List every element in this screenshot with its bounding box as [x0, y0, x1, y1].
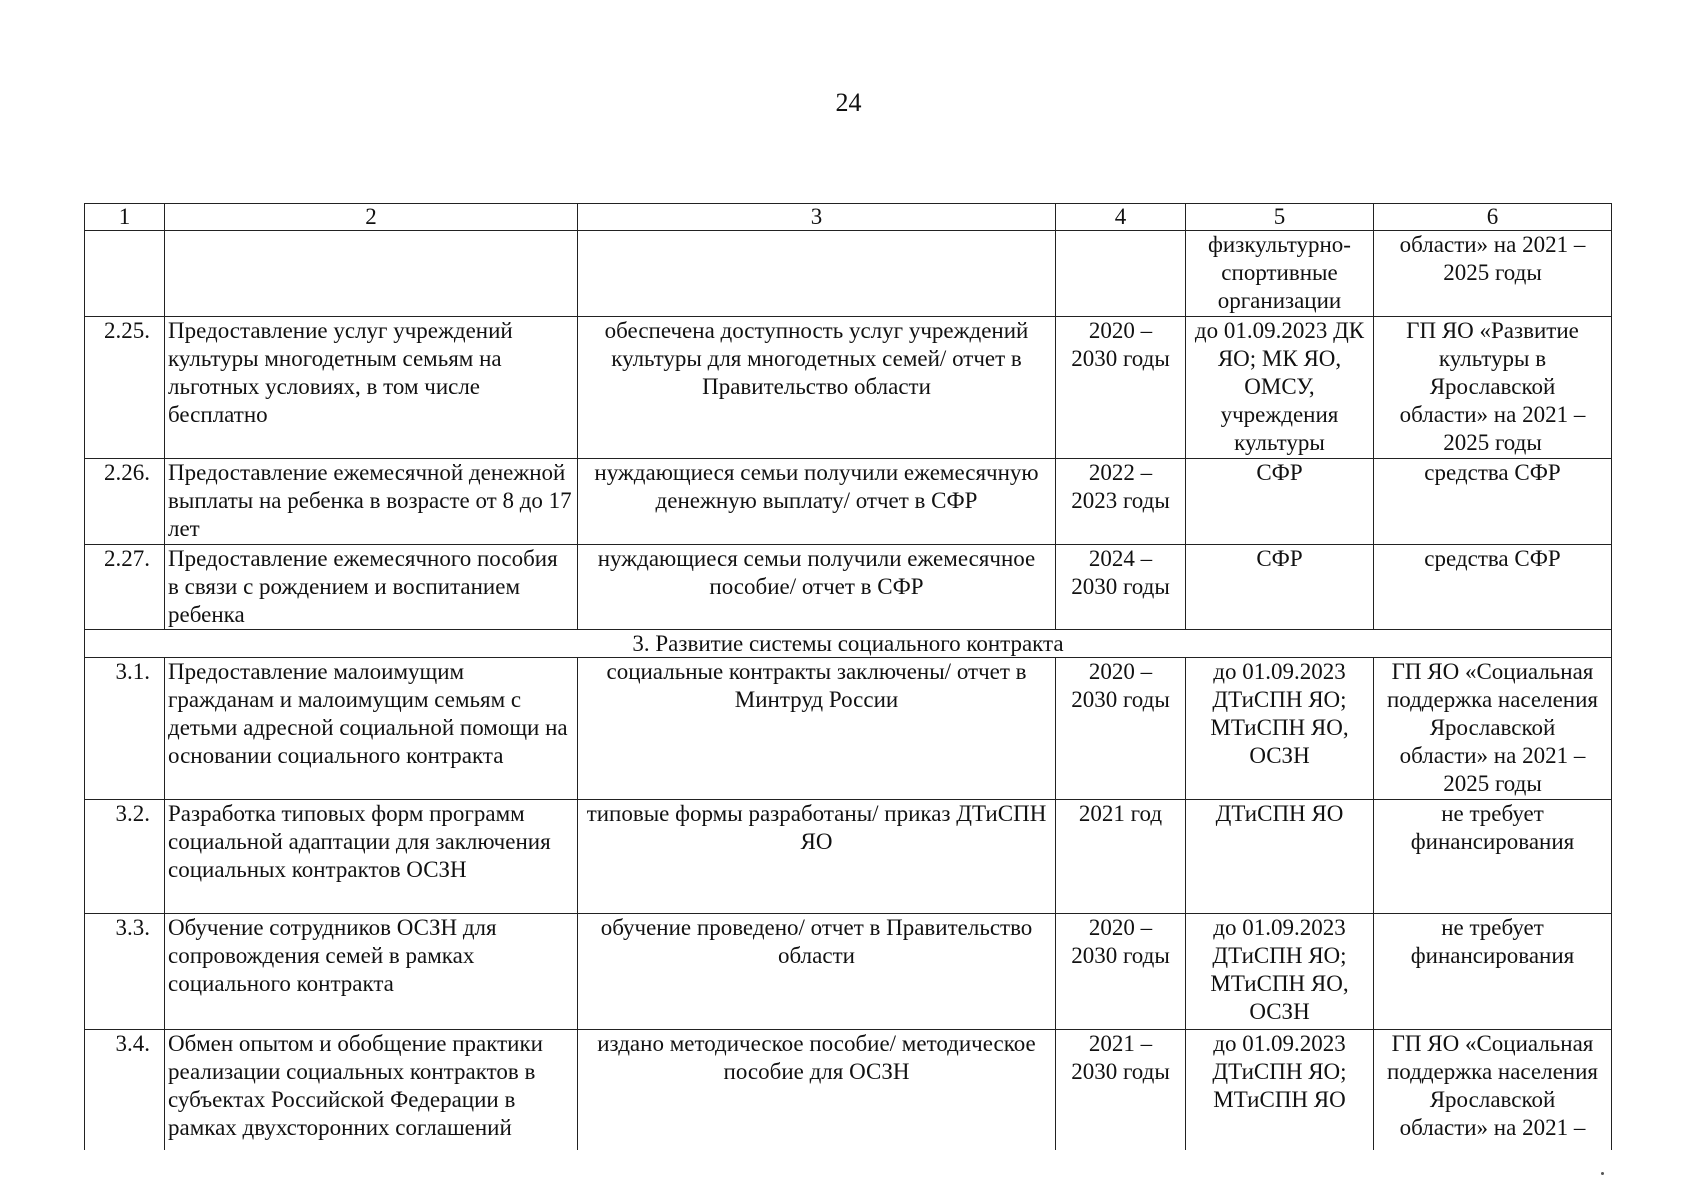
- expected-result: [578, 231, 1056, 317]
- measure-name: Предоставление ежемесячной денежной выплаты на ребенка в возрасте от 8 до 17 лет: [165, 459, 578, 545]
- column-number-3: 3: [578, 204, 1056, 231]
- executor: ДТиСПН ЯО: [1186, 800, 1374, 914]
- column-number-5: 5: [1186, 204, 1374, 231]
- implementation-period: 2021 год: [1056, 800, 1186, 914]
- measure-number: 3.3.: [85, 914, 165, 1030]
- section-title: 3. Развитие системы социального контракта: [85, 630, 1612, 658]
- expected-result: обеспечена доступность услуг учреждений культуры для многодетных семей/ отчет в Правительство области: [578, 317, 1056, 459]
- executor: СФР: [1186, 459, 1374, 545]
- executor: СФР: [1186, 545, 1374, 630]
- measure-name: Предоставление малоимущим гражданам и малоимущим семьям с детьми адресной социальной помощи на основании социального контракта: [165, 658, 578, 800]
- implementation-period: 2022 – 2023 годы: [1056, 459, 1186, 545]
- table-row: [85, 459, 1612, 545]
- section-row: [85, 630, 1612, 658]
- measure-name: Обучение сотрудников ОСЗН для сопровождения семей в рамках социального контракта: [165, 914, 578, 1030]
- executor: физкультурно- спортивные организации: [1186, 231, 1374, 317]
- implementation-period: 2020 – 2030 годы: [1056, 317, 1186, 459]
- measure-name: Предоставление услуг учреждений культуры многодетным семьям на льготных условиях, в том числе бесплатно: [165, 317, 578, 459]
- measure-number: [85, 231, 165, 317]
- expected-result: социальные контракты заключены/ отчет в Минтруд России: [578, 658, 1056, 800]
- funding-source: средства СФР: [1374, 545, 1612, 630]
- executor: до 01.09.2023 ДК ЯО; МК ЯО, ОМСУ, учреждения культуры: [1186, 317, 1374, 459]
- expected-result: нуждающиеся семьи получили ежемесячное пособие/ отчет в СФР: [578, 545, 1056, 630]
- implementation-period: 2020 – 2030 годы: [1056, 914, 1186, 1030]
- funding-source: ГП ЯО «Развитие культуры в Ярославской области» на 2021 – 2025 годы: [1374, 317, 1612, 459]
- column-number-6: 6: [1374, 204, 1612, 231]
- table-row: [85, 658, 1612, 800]
- expected-result: нуждающиеся семьи получили ежемесячную денежную выплату/ отчет в СФР: [578, 459, 1056, 545]
- funding-source: средства СФР: [1374, 459, 1612, 545]
- executor: до 01.09.2023 ДТиСПН ЯО; МТиСПН ЯО, ОСЗН: [1186, 914, 1374, 1030]
- implementation-period: [1056, 231, 1186, 317]
- measure-number: 3.1.: [85, 658, 165, 800]
- measure-name: Разработка типовых форм программ социальной адаптации для заключения социальных контрактов ОСЗН: [165, 800, 578, 914]
- funding-source: области» на 2021 – 2025 годы: [1374, 231, 1612, 317]
- measure-name: Обмен опытом и обобщение практики реализации социальных контрактов в субъектах Российской Федерации в рамках двухсторонних соглашений: [165, 1030, 578, 1151]
- funding-source: не требует финансирования: [1374, 800, 1612, 914]
- table-row: [85, 545, 1612, 630]
- measure-number: 3.4.: [85, 1030, 165, 1151]
- column-number-row: [85, 204, 1612, 231]
- funding-source: не требует финансирования: [1374, 914, 1612, 1030]
- measure-number: 3.2.: [85, 800, 165, 914]
- column-number-4: 4: [1056, 204, 1186, 231]
- measure-name: Предоставление ежемесячного пособия в связи с рождением и воспитанием ребенка: [165, 545, 578, 630]
- column-number-1: 1: [85, 204, 165, 231]
- column-number-2: 2: [165, 204, 578, 231]
- table-row: [85, 914, 1612, 1030]
- expected-result: издано методическое пособие/ методическое пособие для ОСЗН: [578, 1030, 1056, 1151]
- scan-speck: [1601, 1172, 1604, 1175]
- measure-number: 2.25.: [85, 317, 165, 459]
- implementation-period: 2024 – 2030 годы: [1056, 545, 1186, 630]
- measure-number: 2.26.: [85, 459, 165, 545]
- table-row: [85, 800, 1612, 914]
- measure-name: [165, 231, 578, 317]
- executor: до 01.09.2023 ДТиСПН ЯО; МТиСПН ЯО, ОСЗН: [1186, 658, 1374, 800]
- expected-result: типовые формы разработаны/ приказ ДТиСПН ЯО: [578, 800, 1056, 914]
- funding-source: ГП ЯО «Социальная поддержка населения Ярославской области» на 2021 –: [1374, 1030, 1612, 1151]
- table-row: [85, 1030, 1612, 1151]
- executor: до 01.09.2023 ДТиСПН ЯО; МТиСПН ЯО: [1186, 1030, 1374, 1151]
- implementation-period: 2020 – 2030 годы: [1056, 658, 1186, 800]
- measure-number: 2.27.: [85, 545, 165, 630]
- implementation-period: 2021 – 2030 годы: [1056, 1030, 1186, 1151]
- measures-table: [84, 203, 1612, 1150]
- funding-source: ГП ЯО «Социальная поддержка населения Ярославской области» на 2021 – 2025 годы: [1374, 658, 1612, 800]
- expected-result: обучение проведено/ отчет в Правительство области: [578, 914, 1056, 1030]
- page-number: 24: [835, 88, 862, 117]
- table-row: [85, 231, 1612, 317]
- table-row: [85, 317, 1612, 459]
